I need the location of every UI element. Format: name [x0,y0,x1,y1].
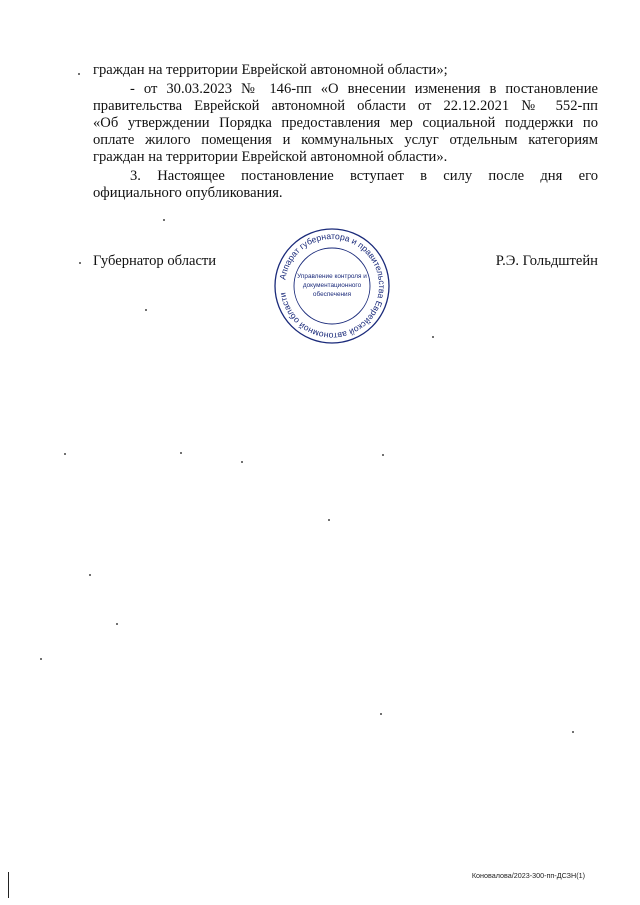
scan-speck [163,219,165,221]
scan-speck [382,454,384,456]
signatory-position: Губернатор области [93,253,217,269]
seal-center-line-3: обеспечения [312,291,352,298]
scan-speck [78,73,80,75]
seal-ring-text: Аппарат губернатора и правительства Еврейской автономной области [277,230,388,342]
document-code: Коновалова/2023-300-пп-ДСЗН(1) [471,871,585,880]
seal-center-line-2: документационного [302,282,362,289]
body-line-2: - от 30.03.2023 № 146-пп «О внесении изменения в постановление [130,81,598,97]
scan-speck [572,731,574,733]
body-line-8: официального опубликования. [93,185,283,201]
body-line-5: оплате жилого помещения и коммунальных услуг отдельным категориям [93,132,598,148]
scan-speck [116,623,118,625]
seal-center-line-1: Управление контроля и [297,273,367,280]
body-line-1: граждан на территории Еврейской автономной области»; [93,62,448,78]
scan-speck [89,574,91,576]
scan-edge-mark [8,872,9,898]
scan-speck [79,262,81,264]
scan-speck [241,461,243,463]
scan-speck [40,658,42,660]
body-line-7: 3. Настоящее постановление вступает в силу после дня его [130,168,598,184]
official-seal [272,226,392,346]
scan-speck [64,453,66,455]
signatory-name: Р.Э. Гольдштейн [495,253,598,269]
scan-speck [432,336,434,338]
scan-speck [145,309,147,311]
body-line-4: «Об утверждении Порядка предоставления мер социальной поддержки по [93,115,598,131]
body-line-6: граждан на территории Еврейской автономной области». [93,149,448,165]
body-line-3: правительства Еврейской автономной области от 22.12.2021 № 552-пп [93,98,598,114]
scan-speck [180,452,182,454]
scan-speck [380,713,382,715]
scan-speck [328,519,330,521]
